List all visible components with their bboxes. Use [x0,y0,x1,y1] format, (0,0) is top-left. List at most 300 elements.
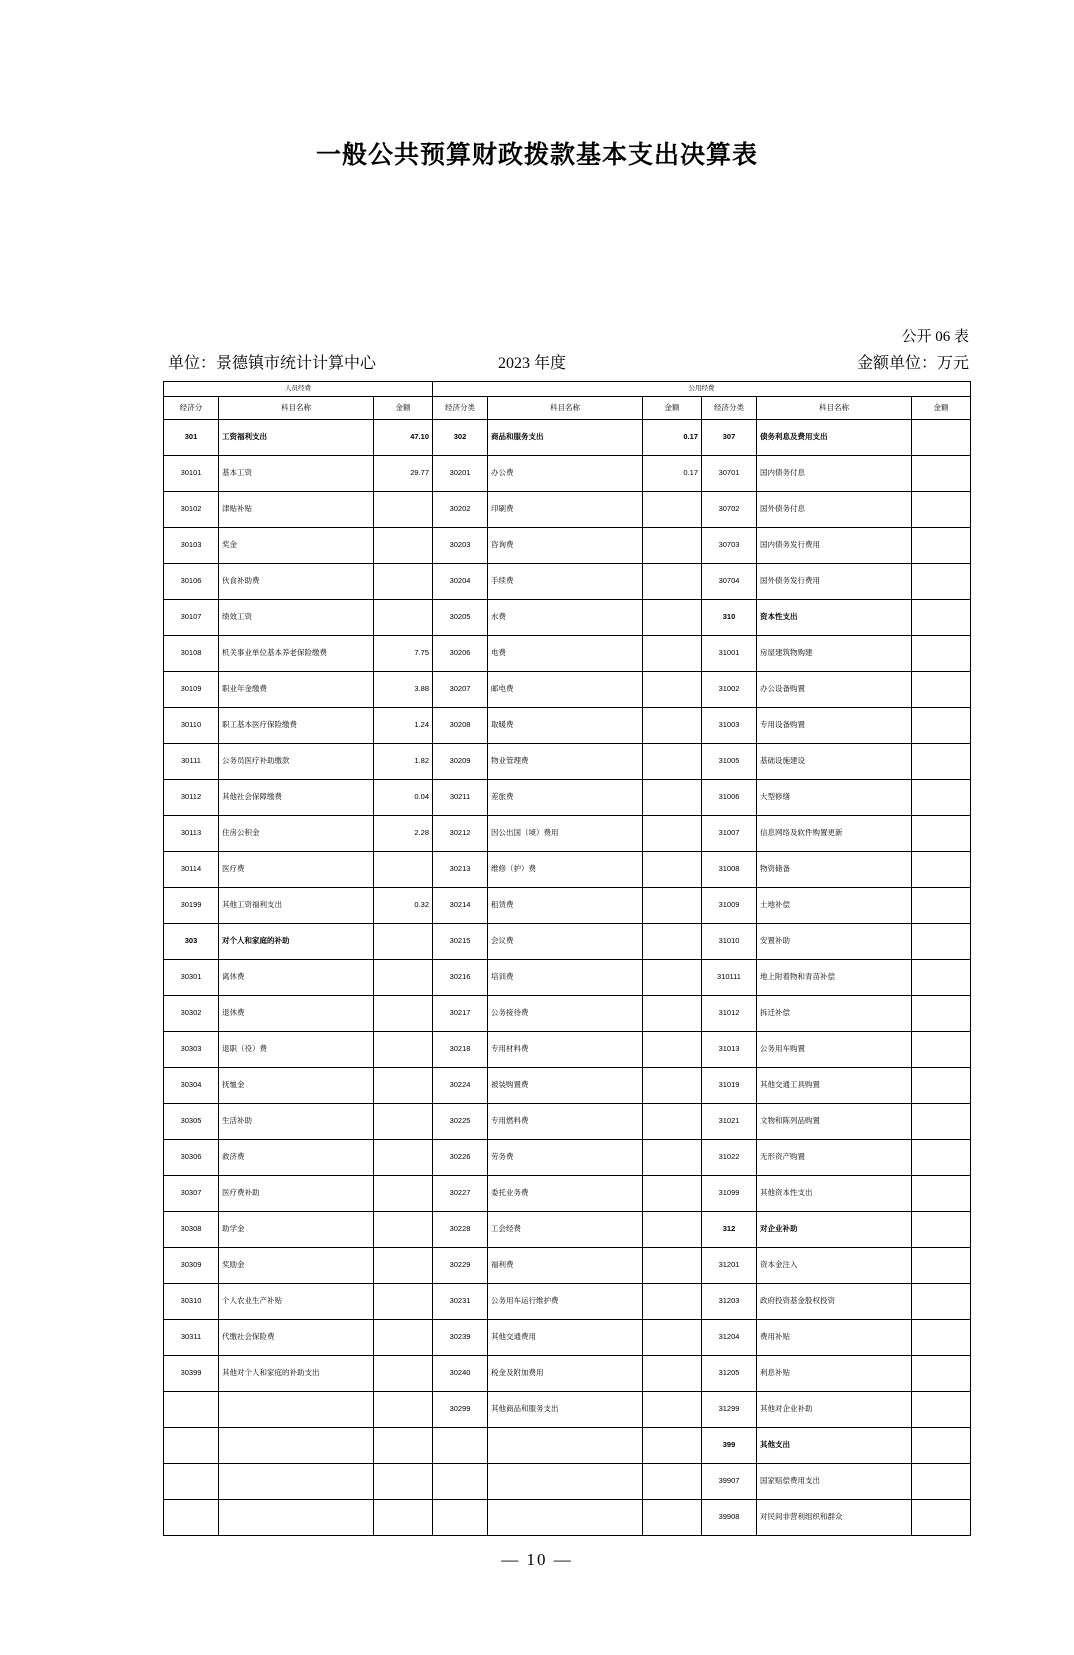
cell-code-public-service: 30212 [433,816,488,852]
table-row [164,888,971,924]
page-number: — 10 — [501,1550,573,1569]
cell-code-public-capital: 31203 [702,1284,757,1320]
cell-subject-personnel: 抚恤金 [219,1068,374,1104]
cell-subject-public-service: 工会经费 [488,1212,643,1248]
cell-amount-public-service [643,1392,702,1428]
cell-code-public-service: 30208 [433,708,488,744]
cell-amount-personnel [374,1248,433,1284]
cell-subject-personnel: 生活补助 [219,1104,374,1140]
cell-code-public-service: 30226 [433,1140,488,1176]
cell-code-personnel: 30113 [164,816,219,852]
cell-amount-personnel [374,960,433,996]
table-row [164,1176,971,1212]
cell-subject-public-capital: 国内债务付息 [757,456,912,492]
cell-code-public-service: 30240 [433,1356,488,1392]
cell-subject-personnel: 奖金 [219,528,374,564]
cell-subject-public-capital: 无形资产购置 [757,1140,912,1176]
cell-subject-public-service: 物业管理费 [488,744,643,780]
cell-code-public-capital: 31201 [702,1248,757,1284]
table-row [164,600,971,636]
cell-subject-personnel [219,1464,374,1500]
group-header-personnel: 人员经费 [164,382,433,397]
cell-subject-public-service: 邮电费 [488,672,643,708]
column-header: 金额 [643,397,702,420]
cell-amount-public-service [643,1500,702,1536]
cell-amount-public-capital [912,1032,971,1068]
cell-code-public-service: 30202 [433,492,488,528]
column-header: 经济分 [164,397,219,420]
table-row [164,996,971,1032]
cell-amount-personnel [374,528,433,564]
cell-subject-public-capital: 国外债务付息 [757,492,912,528]
cell-amount-personnel [374,1032,433,1068]
cell-amount-public-service [643,780,702,816]
cell-amount-public-service [643,996,702,1032]
cell-code-public-service: 30203 [433,528,488,564]
cell-subject-public-capital: 资本性支出 [757,600,912,636]
cell-amount-public-service [643,1464,702,1500]
cell-code-public-service: 30211 [433,780,488,816]
cell-code-public-capital: 39908 [702,1500,757,1536]
cell-amount-public-capital [912,420,971,456]
cell-subject-public-service: 印刷费 [488,492,643,528]
cell-code-public-service: 30201 [433,456,488,492]
cell-amount-public-service [643,528,702,564]
cell-subject-public-service: 办公费 [488,456,643,492]
cell-subject-public-capital: 信息网络及软件购置更新 [757,816,912,852]
cell-code-personnel [164,1428,219,1464]
cell-subject-public-service: 劳务费 [488,1140,643,1176]
cell-amount-personnel: 47.10 [374,420,433,456]
cell-subject-personnel: 其他对个人和家庭的补助支出 [219,1356,374,1392]
cell-code-public-capital: 31003 [702,708,757,744]
cell-code-personnel: 30308 [164,1212,219,1248]
cell-code-personnel: 30305 [164,1104,219,1140]
cell-amount-public-capital [912,888,971,924]
cell-code-personnel: 30302 [164,996,219,1032]
cell-subject-public-service: 福利费 [488,1248,643,1284]
cell-code-public-capital: 31006 [702,780,757,816]
cell-subject-personnel: 离休费 [219,960,374,996]
cell-amount-public-service [643,1356,702,1392]
cell-code-public-capital: 31204 [702,1320,757,1356]
cell-amount-public-service [643,852,702,888]
cell-subject-personnel: 绩效工资 [219,600,374,636]
cell-amount-public-capital [912,852,971,888]
cell-amount-personnel [374,1464,433,1500]
cell-subject-public-capital: 国内债务发行费用 [757,528,912,564]
cell-amount-public-service [643,1140,702,1176]
page-title: 一般公共预算财政拨款基本支出决算表 [315,141,758,169]
cell-amount-personnel [374,492,433,528]
cell-code-public-service: 30239 [433,1320,488,1356]
cell-code-personnel [164,1392,219,1428]
cell-subject-personnel: 职业年金缴费 [219,672,374,708]
cell-amount-personnel: 2.28 [374,816,433,852]
table-number: 公开 06 表 [901,329,969,345]
cell-code-personnel: 30110 [164,708,219,744]
cell-code-personnel: 30112 [164,780,219,816]
cell-subject-public-capital: 其他交通工具购置 [757,1068,912,1104]
cell-code-public-capital: 31002 [702,672,757,708]
cell-code-public-service [433,1464,488,1500]
cell-code-public-service: 302 [433,420,488,456]
cell-subject-public-service: 培训费 [488,960,643,996]
cell-amount-public-capital [912,1248,971,1284]
cell-amount-public-service: 0.17 [643,456,702,492]
cell-subject-public-capital: 专用设备购置 [757,708,912,744]
cell-subject-personnel: 个人农业生产补贴 [219,1284,374,1320]
cell-amount-public-service [643,1248,702,1284]
cell-amount-personnel [374,1104,433,1140]
cell-code-personnel: 30111 [164,744,219,780]
cell-subject-public-service: 其他商品和服务支出 [488,1392,643,1428]
cell-code-personnel: 30199 [164,888,219,924]
cell-subject-public-service: 公务接待费 [488,996,643,1032]
cell-code-public-capital: 31001 [702,636,757,672]
cell-code-public-capital: 30704 [702,564,757,600]
cell-subject-personnel: 奖励金 [219,1248,374,1284]
cell-subject-public-capital: 文物和陈列品购置 [757,1104,912,1140]
cell-amount-public-service [643,600,702,636]
cell-amount-public-capital [912,456,971,492]
cell-subject-personnel: 医疗费 [219,852,374,888]
cell-subject-public-service: 租赁费 [488,888,643,924]
cell-amount-public-capital [912,600,971,636]
table-row [164,420,971,456]
cell-amount-public-service [643,1068,702,1104]
unit-label: 单位：景德镇市统计计算中心 [168,355,377,372]
cell-code-public-service: 30218 [433,1032,488,1068]
cell-amount-public-capital [912,1320,971,1356]
cell-code-public-service: 30215 [433,924,488,960]
table-row [164,1320,971,1356]
table-row [164,1392,971,1428]
cell-amount-public-capital [912,492,971,528]
cell-amount-personnel [374,1356,433,1392]
cell-subject-public-capital: 土地补偿 [757,888,912,924]
cell-amount-public-capital [912,1464,971,1500]
cell-amount-public-capital [912,708,971,744]
cell-subject-personnel: 医疗费补助 [219,1176,374,1212]
cell-subject-public-capital: 地上附着物和青苗补偿 [757,960,912,996]
cell-code-personnel: 30304 [164,1068,219,1104]
cell-code-public-service: 30216 [433,960,488,996]
cell-subject-public-capital: 费用补贴 [757,1320,912,1356]
cell-code-personnel [164,1500,219,1536]
cell-amount-public-capital [912,1500,971,1536]
table-row [164,924,971,960]
cell-amount-public-capital [912,744,971,780]
table-group-header-row [164,382,971,397]
cell-subject-public-capital: 国外债务发行费用 [757,564,912,600]
cell-subject-public-service: 取暖费 [488,708,643,744]
cell-subject-public-capital: 大型修缮 [757,780,912,816]
cell-code-public-service: 30228 [433,1212,488,1248]
cell-amount-personnel [374,924,433,960]
cell-amount-public-service [643,1284,702,1320]
cell-amount-personnel [374,1392,433,1428]
cell-code-personnel: 30106 [164,564,219,600]
group-header-public: 公用经费 [433,382,971,397]
cell-subject-public-service [488,1464,643,1500]
cell-code-personnel: 30311 [164,1320,219,1356]
cell-amount-public-service: 0.17 [643,420,702,456]
cell-subject-public-service: 其他交通费用 [488,1320,643,1356]
cell-code-public-service [433,1428,488,1464]
cell-code-public-capital: 31010 [702,924,757,960]
cell-subject-public-service: 咨询费 [488,528,643,564]
cell-amount-personnel: 0.04 [374,780,433,816]
cell-code-public-service: 30224 [433,1068,488,1104]
table-row [164,1032,971,1068]
cell-amount-public-service [643,564,702,600]
cell-amount-public-service [643,744,702,780]
cell-amount-public-service [643,708,702,744]
table-row [164,1248,971,1284]
cell-code-public-capital: 31022 [702,1140,757,1176]
cell-amount-personnel [374,1500,433,1536]
cell-amount-public-capital [912,924,971,960]
cell-amount-public-capital [912,996,971,1032]
cell-code-public-capital: 31013 [702,1032,757,1068]
cell-code-public-capital: 31008 [702,852,757,888]
cell-subject-public-service: 水费 [488,600,643,636]
cell-code-personnel: 30301 [164,960,219,996]
table-row [164,1284,971,1320]
cell-amount-public-capital [912,1428,971,1464]
cell-amount-public-capital [912,636,971,672]
table-row [164,492,971,528]
cell-amount-public-capital [912,1140,971,1176]
cell-code-public-capital: 31019 [702,1068,757,1104]
cell-code-public-service: 30231 [433,1284,488,1320]
column-header: 经济分类 [702,397,757,420]
cell-code-public-service [433,1500,488,1536]
cell-subject-personnel: 退职（役）费 [219,1032,374,1068]
cell-code-personnel: 30101 [164,456,219,492]
cell-subject-public-capital: 公务用车购置 [757,1032,912,1068]
meta-row [168,350,969,374]
cell-code-public-capital: 31009 [702,888,757,924]
cell-subject-public-capital: 对民间非营利组织和群众 [757,1500,912,1536]
cell-amount-public-service [643,888,702,924]
cell-code-public-capital: 30703 [702,528,757,564]
cell-subject-personnel: 职工基本医疗保险缴费 [219,708,374,744]
cell-amount-personnel [374,1140,433,1176]
cell-subject-personnel: 助学金 [219,1212,374,1248]
table-row [164,1356,971,1392]
cell-code-public-capital: 310111 [702,960,757,996]
cell-amount-personnel: 7.75 [374,636,433,672]
cell-subject-public-service: 税金及附加费用 [488,1356,643,1392]
table-row [164,1104,971,1140]
cell-subject-personnel: 救济费 [219,1140,374,1176]
cell-subject-personnel [219,1392,374,1428]
column-header: 科目名称 [219,397,374,420]
cell-subject-public-service: 维修（护）费 [488,852,643,888]
cell-code-public-capital: 31299 [702,1392,757,1428]
cell-amount-public-service [643,1320,702,1356]
cell-code-personnel: 303 [164,924,219,960]
cell-subject-public-capital: 基础设施建设 [757,744,912,780]
cell-code-personnel: 30103 [164,528,219,564]
cell-code-public-capital: 310 [702,600,757,636]
amount-unit-label: 金额单位：万元 [856,355,969,372]
cell-amount-public-service [643,672,702,708]
cell-code-personnel [164,1464,219,1500]
table-row [164,816,971,852]
cell-code-public-service: 30214 [433,888,488,924]
table-row [164,528,971,564]
cell-subject-personnel: 对个人和家庭的补助 [219,924,374,960]
cell-subject-personnel: 工资福利支出 [219,420,374,456]
cell-subject-personnel: 其他工资福利支出 [219,888,374,924]
cell-code-public-capital: 31205 [702,1356,757,1392]
table-row [164,960,971,996]
cell-code-public-service: 30209 [433,744,488,780]
cell-subject-personnel: 伙食补助费 [219,564,374,600]
cell-subject-public-service: 专用材料费 [488,1032,643,1068]
cell-code-personnel: 30303 [164,1032,219,1068]
cell-code-public-capital: 39907 [702,1464,757,1500]
cell-subject-public-service: 委托业务费 [488,1176,643,1212]
cell-subject-public-service: 差旅费 [488,780,643,816]
budget-table [163,381,971,1536]
cell-amount-personnel [374,564,433,600]
column-header: 科目名称 [757,397,912,420]
cell-code-public-capital: 31005 [702,744,757,780]
cell-code-public-capital: 307 [702,420,757,456]
cell-code-personnel: 30107 [164,600,219,636]
table-row [164,672,971,708]
table-row [164,852,971,888]
cell-amount-public-capital [912,780,971,816]
cell-amount-public-capital [912,564,971,600]
cell-amount-personnel [374,852,433,888]
cell-amount-public-capital [912,1356,971,1392]
cell-subject-public-capital: 资本金注入 [757,1248,912,1284]
cell-amount-public-service [643,1032,702,1068]
cell-code-public-service: 30299 [433,1392,488,1428]
table-row [164,780,971,816]
cell-subject-public-service: 因公出国（境）费用 [488,816,643,852]
cell-amount-personnel [374,1320,433,1356]
cell-code-public-capital: 399 [702,1428,757,1464]
cell-code-public-service: 30217 [433,996,488,1032]
cell-subject-public-service: 被装购置费 [488,1068,643,1104]
cell-code-personnel: 30310 [164,1284,219,1320]
cell-code-public-service: 30206 [433,636,488,672]
cell-subject-personnel: 代缴社会保险费 [219,1320,374,1356]
table-header-row [164,397,971,420]
cell-amount-public-capital [912,672,971,708]
cell-code-public-service: 30204 [433,564,488,600]
cell-amount-public-capital [912,1104,971,1140]
cell-amount-public-capital [912,1284,971,1320]
cell-subject-public-capital: 拆迁补偿 [757,996,912,1032]
cell-code-personnel: 301 [164,420,219,456]
table-row [164,456,971,492]
cell-subject-public-service: 电费 [488,636,643,672]
cell-amount-public-service [643,1104,702,1140]
cell-amount-public-capital [912,1068,971,1104]
cell-subject-public-capital: 办公设备购置 [757,672,912,708]
cell-amount-public-capital [912,960,971,996]
document-page [0,135,1074,1655]
cell-code-personnel: 30108 [164,636,219,672]
cell-amount-public-service [643,492,702,528]
cell-amount-public-service [643,816,702,852]
cell-amount-public-service [643,1212,702,1248]
cell-amount-personnel: 0.32 [374,888,433,924]
cell-amount-personnel: 1.24 [374,708,433,744]
cell-amount-public-service [643,1176,702,1212]
cell-subject-public-capital: 其他支出 [757,1428,912,1464]
cell-code-public-capital: 30701 [702,456,757,492]
cell-code-public-capital: 31021 [702,1104,757,1140]
cell-subject-public-service [488,1500,643,1536]
cell-code-personnel: 30307 [164,1176,219,1212]
cell-subject-public-service: 专用燃料费 [488,1104,643,1140]
column-header: 经济分类 [433,397,488,420]
cell-amount-personnel [374,1212,433,1248]
cell-subject-public-capital: 其他资本性支出 [757,1176,912,1212]
cell-subject-personnel: 机关事业单位基本养老保险缴费 [219,636,374,672]
column-header: 金额 [374,397,433,420]
year-label: 2023 年度 [498,355,567,372]
cell-code-public-service: 30213 [433,852,488,888]
table-row [164,1140,971,1176]
cell-subject-public-service: 手续费 [488,564,643,600]
cell-code-personnel: 30114 [164,852,219,888]
cell-subject-personnel [219,1428,374,1464]
table-row [164,708,971,744]
cell-subject-personnel: 住房公积金 [219,816,374,852]
table-row [164,1428,971,1464]
cell-amount-personnel [374,1284,433,1320]
cell-amount-personnel: 3.88 [374,672,433,708]
cell-amount-public-capital [912,1392,971,1428]
cell-code-public-service: 30225 [433,1104,488,1140]
cell-subject-personnel: 其他社会保障缴费 [219,780,374,816]
cell-amount-public-capital [912,528,971,564]
cell-subject-public-capital: 债务利息及费用支出 [757,420,912,456]
cell-code-public-service: 30207 [433,672,488,708]
cell-code-public-service: 30229 [433,1248,488,1284]
table-row [164,1068,971,1104]
cell-amount-public-capital [912,816,971,852]
cell-subject-personnel: 退休费 [219,996,374,1032]
cell-subject-public-capital: 对企业补助 [757,1212,912,1248]
cell-amount-personnel [374,600,433,636]
table-row [164,564,971,600]
cell-code-public-capital: 31099 [702,1176,757,1212]
cell-subject-personnel [219,1500,374,1536]
cell-amount-public-service [643,636,702,672]
cell-subject-public-service: 商品和服务支出 [488,420,643,456]
cell-amount-personnel: 1.82 [374,744,433,780]
cell-code-personnel: 30109 [164,672,219,708]
cell-subject-personnel: 津贴补贴 [219,492,374,528]
cell-subject-public-capital: 国家赔偿费用支出 [757,1464,912,1500]
cell-code-public-capital: 30702 [702,492,757,528]
cell-code-public-service: 30227 [433,1176,488,1212]
cell-subject-public-capital: 物资储备 [757,852,912,888]
table-row [164,1464,971,1500]
cell-subject-personnel: 基本工资 [219,456,374,492]
cell-subject-public-service: 公务用车运行维护费 [488,1284,643,1320]
